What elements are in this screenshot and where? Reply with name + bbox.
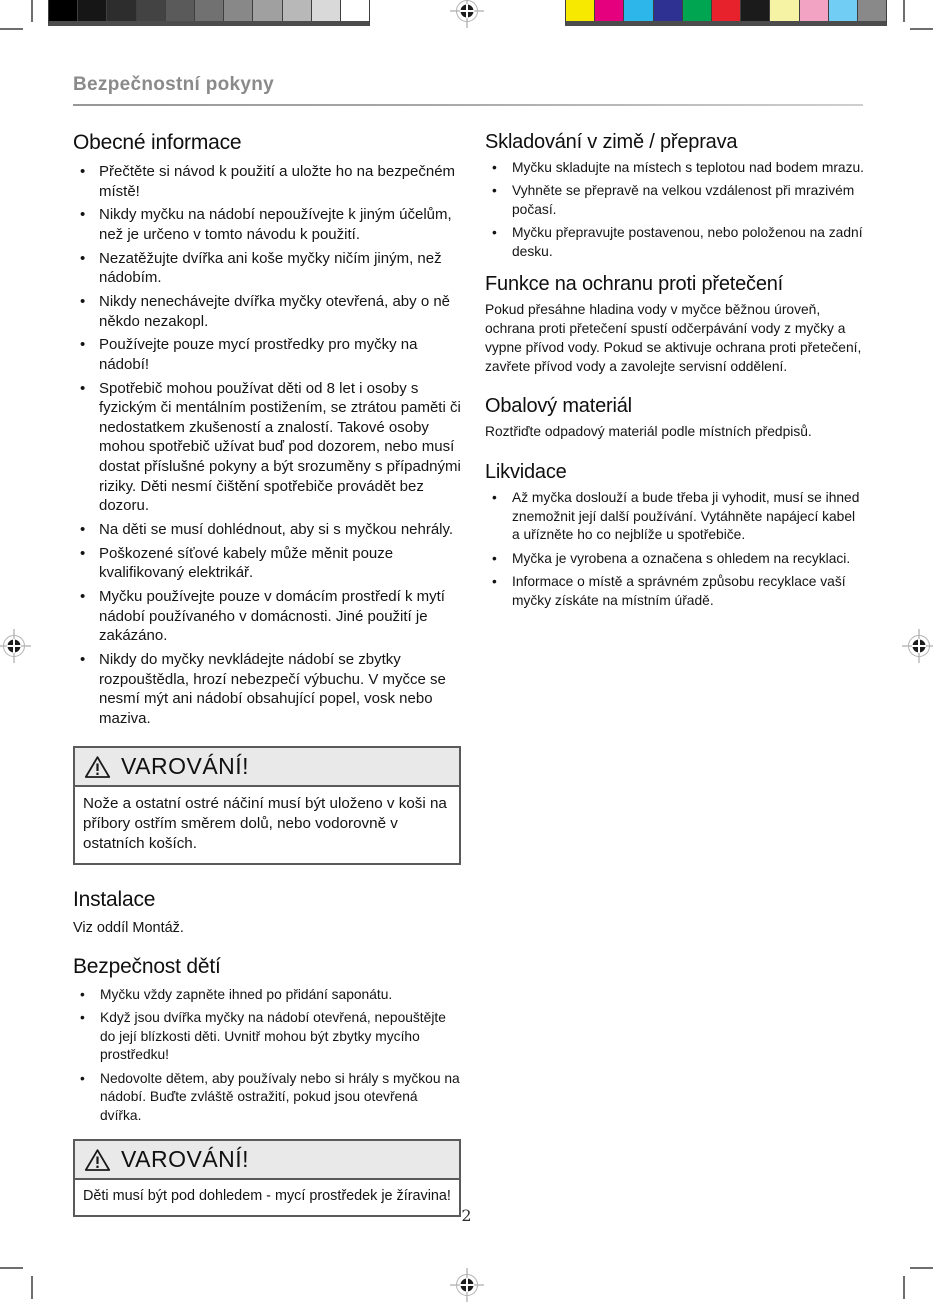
color-calibration-bar	[565, 0, 887, 26]
list-item: • Až myčka doslouží a bude třeba ji vyhodit, musí se ihned znemožnit její další používání. Vytáhněte napájecí kabel a uřízněte ho co nejblíže u spotřebiče.	[485, 489, 865, 544]
warning-body: Děti musí být pod dohledem - mycí prostředek je žíravina!	[83, 1188, 451, 1205]
calibration-swatch	[341, 0, 369, 21]
left-column	[73, 131, 461, 1240]
calibration-swatch	[283, 0, 312, 21]
page-number: 2	[461, 1206, 472, 1225]
crop-mark	[910, 1267, 933, 1269]
packaging-text: Roztřiďte odpadový materiál podle místních předpisů.	[485, 424, 812, 440]
installation-text: Viz oddíl Montáž.	[73, 919, 184, 936]
warning-body: Nože a ostatní ostré náčiní musí být uloženo v koši na příbory ostřím směrem dolů, nebo vodorovně v ostatních koších.	[83, 795, 447, 852]
page-title: Bezpečnostní pokyny	[73, 74, 275, 95]
calibration-swatch	[595, 0, 624, 21]
calibration-swatch	[770, 0, 799, 21]
calibration-swatch	[78, 0, 107, 21]
registration-mark-icon	[450, 0, 484, 28]
winter-storage-list	[485, 159, 865, 261]
list-item: • Nikdy do myčky nevkládejte nádobí se zbytky rozpouštědla, hrozí nebezpečí výbuchu. V myčce se nesmí mýt ani nádobí obsahující popel, vosk nebo maziva.	[73, 650, 461, 729]
overflow-protection-text: Pokud přesáhne hladina vody v myčce běžnou úroveň, ochrana proti přetečení spustí odčerpávání vody z myčky a vypne přívod vody. Pokud se aktivuje ochrana proti přetečení, zavřete přívod vody a zavolejte servisní oddělení.	[485, 302, 862, 374]
list-item: • Poškozené síťové kabely může měnit pouze kvalifikovaný elektrikář.	[73, 544, 461, 583]
calibration-swatch	[253, 0, 282, 21]
calibration-swatch	[49, 0, 78, 21]
section-heading-general-info: Obecné informace	[73, 131, 242, 154]
calibration-swatch	[683, 0, 712, 21]
calibration-swatch	[107, 0, 136, 21]
list-item: • Spotřebič mohou používat děti od 8 let i osoby s fyzickým či mentálním postižením, se ztrátou paměti či nedostatkem zkušeností a znalostí. Takové osoby mohou spotřebič užívat buď pod dozorem, nebo musí dostat příslušné pokyny a být srozuměny s případnými riziky. Děti nesmí čištění spotřebiče provádět bez dozoru.	[73, 379, 461, 516]
calibration-swatch	[712, 0, 741, 21]
list-item: • Když jsou dvířka myčky na nádobí otevřená, nepouštějte do její blízkosti děti. Uvnitř mohou být zbytky mycího prostředku!	[73, 1009, 461, 1064]
list-item: • Myčku skladujte na místech s teplotou nad bodem mrazu.	[485, 159, 865, 177]
list-item: • Myčka je vyrobena a označena s ohledem na recyklaci.	[485, 550, 865, 568]
list-item: • Vyhněte se přepravě na velkou vzdálenost při mrazivém počasí.	[485, 182, 865, 219]
calibration-swatch	[858, 0, 886, 21]
list-item: • Přečtěte si návod k použití a uložte ho na bezpečném místě!	[73, 162, 461, 201]
calibration-swatch	[654, 0, 683, 21]
crop-mark	[0, 28, 23, 30]
title-rule	[73, 104, 863, 106]
registration-mark-icon	[450, 1268, 484, 1302]
list-item: • Nezatěžujte dvířka ani koše myčky ničím jiným, než nádobím.	[73, 249, 461, 288]
crop-mark	[31, 1276, 33, 1299]
section-heading-packaging: Obalový materiál	[485, 395, 632, 418]
calibration-swatch	[224, 0, 253, 21]
general-info-list	[73, 162, 461, 728]
section-heading-winter-storage: Skladování v zimě / přeprava	[485, 131, 738, 153]
warning-box	[73, 746, 461, 864]
calibration-swatch	[741, 0, 770, 21]
calibration-swatch	[624, 0, 653, 21]
calibration-swatch	[312, 0, 341, 21]
list-item: • Nikdy myčku na nádobí nepoužívejte k jiným účelům, než je určeno v tomto návodu k použití.	[73, 205, 461, 244]
calibration-swatch	[195, 0, 224, 21]
warning-title: VAROVÁNÍ!	[121, 753, 250, 780]
calibration-swatch	[566, 0, 595, 21]
crop-mark	[903, 0, 905, 22]
list-item: • Používejte pouze mycí prostředky pro myčky na nádobí!	[73, 335, 461, 374]
crop-mark	[0, 1267, 23, 1269]
list-item: • Myčku přepravujte postavenou, nebo položenou na zadní desku.	[485, 224, 865, 261]
warning-title: VAROVÁNÍ!	[121, 1146, 250, 1173]
list-item: • Informace o místě a správném způsobu recyklace vaší myčky získáte na místním úřadě.	[485, 573, 865, 610]
section-heading-disposal: Likvidace	[485, 461, 567, 484]
section-heading-installation: Instalace	[73, 887, 156, 911]
list-item: • Nikdy nenechávejte dvířka myčky otevřená, aby o ně někdo nezakopl.	[73, 292, 461, 331]
list-item: • Myčku používejte pouze v domácím prostředí k mytí nádobí používaného v domácnosti. Jiné použití je zakázáno.	[73, 587, 461, 646]
registration-mark-icon	[902, 629, 933, 663]
warning-header	[75, 748, 459, 787]
warning-triangle-icon	[84, 755, 111, 779]
crop-mark	[31, 0, 33, 22]
calibration-swatch	[829, 0, 858, 21]
list-item: • Na děti se musí dohlédnout, aby si s myčkou nehrály.	[73, 520, 461, 540]
warning-header	[75, 1141, 459, 1180]
child-safety-list	[73, 986, 461, 1125]
list-item: • Nedovolte dětem, aby používaly nebo si hrály s myčkou na nádobí. Buďte zvláště ostražití, pokud jsou otevřená dvířka.	[73, 1070, 461, 1125]
calibration-swatch	[137, 0, 166, 21]
registration-mark-icon	[0, 629, 31, 663]
calibration-swatch	[800, 0, 829, 21]
calibration-swatch	[166, 0, 195, 21]
crop-mark	[903, 1276, 905, 1299]
grayscale-calibration-bar	[48, 0, 370, 26]
list-item: • Myčku vždy zapněte ihned po přidání saponátu.	[73, 986, 461, 1004]
crop-mark	[910, 28, 933, 30]
disposal-list	[485, 489, 865, 610]
section-heading-child-safety: Bezpečnost dětí	[73, 954, 221, 978]
right-column	[485, 131, 865, 622]
warning-triangle-icon	[84, 1148, 111, 1172]
section-heading-overflow-protection: Funkce na ochranu proti přetečení	[485, 273, 784, 296]
